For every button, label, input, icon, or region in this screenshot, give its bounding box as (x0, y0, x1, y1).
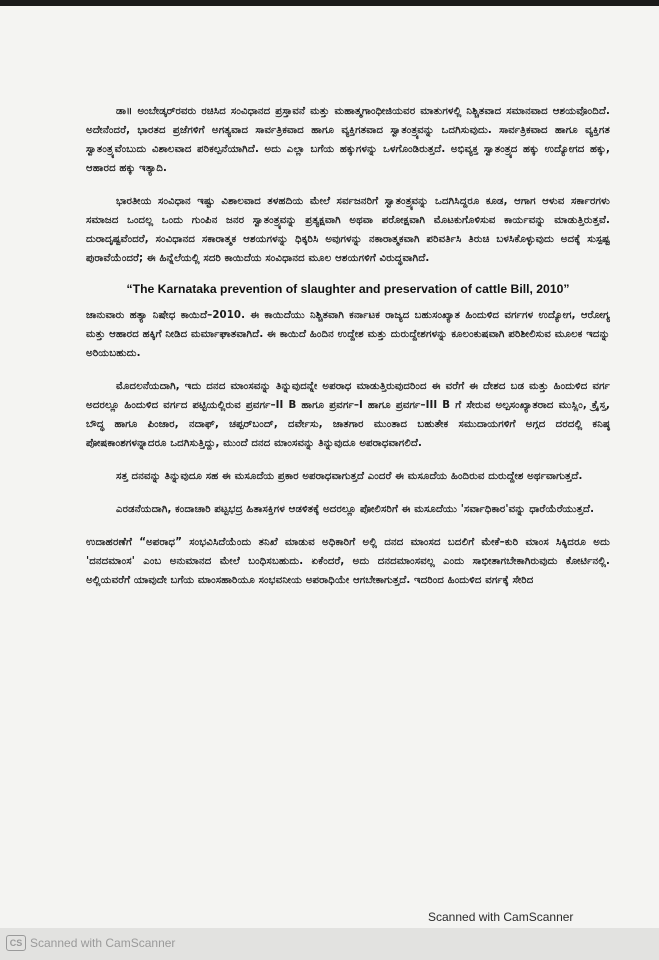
paragraph-preamble: ಡಾ॥ ಅಂಬೇಡ್ಕರ್‌ರವರು ರಚಿಸಿದ ಸಂವಿಧಾನದ ಪ್ರಸ್ತಾವನೆ ಮತ್ತು ಮಹಾತ್ಮಗಾಂಧೀಜಿಯವರ ಮಾತುಗಳಲ್ಲಿ ನಿಶ್ಚಿತವಾದ ಸಮಾನವಾದ ಆಶಯವೊಂದಿದೆ. ಅದೇನೆಂದರೆ, ಭಾರತದ ಪ್ರಜೆಗಳಿಗೆ ಅಗತ್ಯವಾದ ಸಾರ್ವತ್ರಿಕವಾದ ಹಾಗೂ ವ್ಯಕ್ತಿಗತವಾದ ಸ್ವಾತಂತ್ರ್ಯವನ್ನು ಒದಗಿಸುವುದು. ಸಾರ್ವತ್ರಿಕವಾದ ಹಾಗೂ ವ್ಯಕ್ತಿಗತ ಸ್ವಾತಂತ್ರ್ಯವೆಂಬುದು ವಿಶಾಲವಾದ ಪರಿಕಲ್ಪನೆಯಾಗಿದೆ. ಅದು ಎಲ್ಲಾ ಬಗೆಯ ಹಕ್ಕುಗಳನ್ನು ಒಳಗೊಂಡಿರುತ್ತದೆ. ಅಭಿವ್ಯಕ್ತ ಸ್ವಾತಂತ್ರ್ಯದ ಹಕ್ಕು ಉದ್ಯೋಗದ ಹಕ್ಕು, ಆಹಾರದ ಹಕ್ಕು ಇತ್ಯಾದಿ. (86, 106, 610, 174)
paragraph-dead-cattle: ಸತ್ತ ದನವನ್ನು ತಿನ್ನುವುದೂ ಸಹ ಈ ಮಸೂದೆಯ ಪ್ರಕಾರ ಅಪರಾಧವಾಗುತ್ತದೆ ಎಂದರೆ ಈ ಮಸೂದೆಯ ಹಿಂದಿರುವ ದುರುದ್ದೇಶ ಅರ್ಥವಾಗುತ್ತದೆ. (116, 471, 583, 482)
paragraph-secondly: ಎರಡನೆಯದಾಗಿ, ಕಂದಾಚಾರಿ ಪಟ್ಟಭದ್ರ ಹಿತಾಸಕ್ತಿಗಳ ಆಡಳಿತಕ್ಕೆ ಅದರಲ್ಲೂ ಪೋಲಿಸರಿಗೆ ಈ ಮಸೂದೆಯು 'ಸರ್ವಾಧಿಕಾರ'ವನ್ನು ಧಾರೆಯೆರೆಯುತ್ತದೆ. (116, 504, 595, 515)
paragraph-constitution: ಭಾರತೀಯ ಸಂವಿಧಾನ ಇಷ್ಟು ವಿಶಾಲವಾದ ತಳಹದಿಯ ಮೇಲೆ ಸರ್ವಜನರಿಗೆ ಸ್ವಾತಂತ್ರ್ಯವನ್ನು ಒದಗಿಸಿದ್ದರೂ ಕೂಡ, ಆಗಾಗ ಆಳುವ ಸರ್ಕಾರಗಳು ಸಮಾಜದ ಒಂದಲ್ಲ ಒಂದು ಗುಂಪಿನ ಜನರ ಸ್ವಾತಂತ್ರ್ಯವನ್ನು ಪ್ರತ್ಯಕ್ಷವಾಗಿ ಅಥವಾ ಪರೋಕ್ಷವಾಗಿ ಮೊಟಕುಗೊಳಿಸುವ ಕಾರ್ಯವನ್ನು ಮಾಡುತ್ತಿರುತ್ತವೆ. ದುರಾದೃಷ್ಟವೆಂದರೆ, ಸಂವಿಧಾನದ ಸಕಾರಾತ್ಮಕ ಆಶಯಗಳನ್ನು ಧಿಕ್ಕರಿಸಿ ಅವುಗಳನ್ನು ನಕಾರಾತ್ಮಕವಾಗಿ ಪರಿವರ್ತಿಸಿ ತಿರುಚಿ ಬಳಸಿಕೊಳ್ಳುವುದು ಅದಕ್ಕೆ ಸುಸ್ಪಷ್ಟ ಪುರಾವೆಯೆಂದರೆ; ಈ ಹಿನ್ನೆಲೆಯಲ್ಲಿ ಸದರಿ ಕಾಯಿದೆಯ ಸಂವಿಧಾನದ ಮೂಲ ಆಶಯಗಳಿಗೆ ವಿರುದ್ಧವಾಗಿದೆ. (86, 196, 610, 264)
paragraph-example: ಉದಾಹರಣೆಗೆ “ಅಪರಾಧ” ಸಂಭವಿಸಿದೆಯೆಂದು ತನಿಖೆ ಮಾಡುವ ಅಧಿಕಾರಿಗೆ ಅಲ್ಲಿ ದನದ ಮಾಂಸದ ಬದಲಿಗೆ ಮೇಕೆ–ಕುರಿ ಮಾಂಸ ಸಿಕ್ಕಿದರೂ ಅದು 'ದನದಮಾಂಸ' ಎಂಬ ಅನುಮಾನದ ಮೇಲೆ ಬಂಧಿಸಬಹುದು. ಏಕೆಂದರೆ, ಅದು ದನದಮಾಂಸವಲ್ಲ ಎಂದು ಸಾಭೀತಾಗಬೇಕಾಗಿರುವುದು ಕೋರ್ಟಿನಲ್ಲಿ. ಅಲ್ಲಿಯವರೆಗೆ ಯಾವುದೇ ಬಗೆಯ ಮಾಂಸಹಾರಿಯೂ ಸಂಭವನೀಯ ಅಪರಾಧಿಯೇ ಆಗಬೇಕಾಗುತ್ತದೆ. ಇದರಿಂದ ಹಿಂದುಳಿದ ವರ್ಗಕ್ಕೆ ಸೇರಿದ (86, 537, 610, 586)
paragraph-firstly: ಮೊದಲನೆಯದಾಗಿ, ಇದು ದನದ ಮಾಂಸವನ್ನು ತಿನ್ನುವುದನ್ನೇ ಅಪರಾಧ ಮಾಡುತ್ತಿರುವುದರಿಂದ ಈ ವರೆಗೆ ಈ ದೇಶದ ಬಡ ಮತ್ತು ಹಿಂದುಳಿದ ವರ್ಗ ಅದರಲ್ಲೂ ಹಿಂದುಳಿದ ವರ್ಗದ ಪಟ್ಟಿಯಲ್ಲಿರುವ ಪ್ರವರ್ಗ–II B ಹಾಗೂ ಪ್ರವರ್ಗ–I ಹಾಗೂ ಪ್ರವರ್ಗ–III B ಗೆ ಸೇರುವ ಅಲ್ಪಸಂಖ್ಯಾತರಾದ ಮುಸ್ಲಿಂ, ಕ್ರೈಸ್ತ, ಬೌದ್ಧ ಹಾಗೂ ಪಿಂಜಾರ, ನದಾಫ್, ಚಪ್ಪರ್‌ಬಂದ್, ದರ್ವೇಸು, ಜಾತಗಾರ ಮುಂತಾದ ಬಹುತೇಕ ಸಮುದಾಯಗಳಿಗೆ ಅಗ್ಗದ ದರದಲ್ಲಿ ಕನಿಷ್ಠ ಪೋಷಕಾಂಶಗಳನ್ನಾದರೂ ಒದಗಿಸುತ್ತಿದ್ದು, ಮುಂದೆ ದನದ ಮಾಂಸವನ್ನು ತಿನ್ನುವುದೂ ಅಪರಾಧವಾಗಲಿದೆ. (86, 381, 610, 449)
scanned-page (0, 6, 659, 928)
paragraph-act-intro: ಜಾನುವಾರು ಹತ್ಯಾ ನಿಷೇಧ ಕಾಯಿದೆ–2010. ಈ ಕಾಯಿದೆಯು ನಿಶ್ಚಿತವಾಗಿ ಕರ್ನಾಟಕ ರಾಜ್ಯದ ಬಹುಸಂಖ್ಯಾತ ಹಿಂದುಳಿದ ವರ್ಗಗಳ ಉದ್ಯೋಗ, ಆರೋಗ್ಯ ಮತ್ತು ಆಹಾರದ ಹಕ್ಕಿಗೆ ನೀಡಿದ ಮರ್ಮಾಘಾತವಾಗಿದೆ. ಈ ಕಾಯಿದೆ ಹಿಂದಿನ ಉದ್ದೇಶ ಮತ್ತು ದುರುದ್ದೇಶಗಳನ್ನು ಕೂಲಂಕುಷವಾಗಿ ಪರಿಶೀಲಿಸುವ ಮೂಲಕ ಇದನ್ನು ಅರಿಯಬಹುದು. (86, 310, 610, 359)
bill-title: “The Karnataka prevention of slaughter and preservation of cattle Bill, 2010” (126, 282, 570, 296)
camscanner-logo-icon: CS (6, 935, 26, 951)
document-body (86, 102, 610, 604)
page-scan-watermark: Scanned with CamScanner (428, 910, 574, 924)
footer-watermark: Scanned with CamScanner (30, 936, 176, 950)
